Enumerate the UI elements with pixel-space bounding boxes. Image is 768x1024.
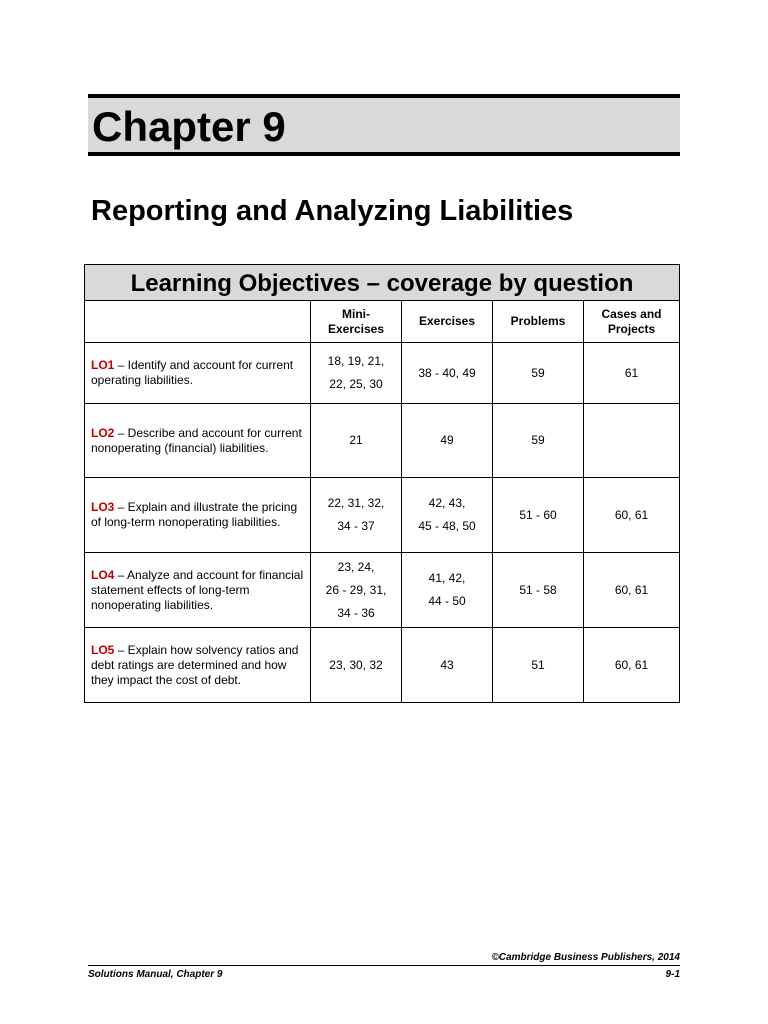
footer-copyright: ©Cambridge Business Publishers, 2014	[491, 952, 680, 963]
exercises-cell	[402, 628, 493, 703]
objective-description: – Describe and account for current nonoperating (financial) liabilities.	[91, 425, 302, 455]
header-cases-line1: Cases and	[601, 306, 662, 321]
mini-exercises-cell	[311, 553, 402, 628]
cases-cell	[584, 404, 680, 478]
cases-cell: 60, 61	[584, 478, 680, 553]
objective-cell	[85, 478, 311, 553]
footer-manual-title: Solutions Manual, Chapter 9	[88, 969, 223, 980]
problems-cell: 51 - 60	[493, 478, 584, 553]
problems-cell: 59	[493, 404, 584, 478]
header-exercises: Exercises	[402, 301, 493, 343]
header-mini-exercises	[311, 301, 402, 343]
header-mini-exercises-line2: Exercises	[327, 321, 385, 336]
table-row	[85, 553, 680, 628]
objective-description: – Identify and account for current operating liabilities.	[91, 358, 294, 387]
problems-cell: 59	[493, 343, 584, 404]
learning-objectives-table	[84, 264, 680, 703]
cases-cell: 60, 61	[584, 553, 680, 628]
mini-exercises-cell	[311, 404, 402, 478]
exercises-line: 38 - 40, 49	[418, 365, 476, 380]
exercises-cell	[402, 343, 493, 404]
header-cases-projects	[584, 301, 680, 343]
mini-exercises-cell	[311, 343, 402, 404]
chapter-banner	[88, 94, 680, 156]
mini-exercises-line: 23, 30, 32	[329, 657, 383, 672]
header-problems: Problems	[493, 301, 584, 343]
header-mini-exercises-line1: Mini-	[342, 306, 370, 321]
objective-description: – Explain and illustrate the pricing of long-term nonoperating liabilities.	[91, 500, 298, 529]
exercises-line: 45 - 48, 50	[418, 519, 476, 533]
problems-cell: 51 - 58	[493, 553, 584, 628]
table-caption: Learning Objectives – coverage by question	[85, 265, 680, 301]
header-objective	[85, 301, 311, 343]
table-caption-row	[85, 265, 680, 301]
exercises-cell	[402, 553, 493, 628]
objective-cell	[85, 404, 311, 478]
exercises-line: 44 - 50	[428, 594, 466, 608]
objective-cell	[85, 343, 311, 404]
chapter-subtitle: Reporting and Analyzing Liabilities	[91, 195, 574, 227]
objective-cell	[85, 628, 311, 703]
table-row	[85, 628, 680, 703]
exercises-line: 49	[440, 433, 454, 447]
mini-exercises-line: 26 - 29, 31,	[325, 582, 387, 597]
mini-exercises-cell	[311, 628, 402, 703]
mini-exercises-cell	[311, 478, 402, 553]
mini-exercises-line: 23, 24,	[337, 559, 375, 574]
objective-code: LO3	[91, 500, 115, 514]
mini-exercises-line: 22, 25, 30	[329, 377, 383, 391]
objective-code: LO5	[91, 642, 115, 657]
mini-exercises-line: 22, 31, 32,	[327, 496, 385, 510]
objective-cell	[85, 553, 311, 628]
mini-exercises-line: 34 - 37	[337, 519, 375, 533]
exercises-cell	[402, 478, 493, 553]
objective-description: – Explain how solvency ratios and debt ratings are determined and how they impact the cost of debt.	[91, 642, 299, 687]
objective-description: – Analyze and account for financial statement effects of long-term nonoperating liabilities.	[91, 567, 304, 612]
header-cases-line2: Projects	[607, 321, 656, 336]
objective-code: LO2	[91, 425, 115, 440]
mini-exercises-line: 34 - 36	[337, 605, 375, 620]
table-header-row	[85, 301, 680, 343]
table-row	[85, 404, 680, 478]
chapter-title: Chapter 9	[92, 103, 286, 150]
cases-cell: 61	[584, 343, 680, 404]
exercises-line: 43	[440, 657, 454, 672]
cases-cell: 60, 61	[584, 628, 680, 703]
objective-code: LO1	[91, 358, 115, 372]
exercises-line: 42, 43,	[428, 496, 466, 510]
mini-exercises-line: 18, 19, 21,	[327, 354, 385, 368]
objective-code: LO4	[91, 567, 115, 582]
table-row	[85, 343, 680, 404]
mini-exercises-line: 21	[349, 433, 363, 447]
exercises-cell	[402, 404, 493, 478]
footer-page-number: 9-1	[665, 969, 680, 980]
exercises-line: 41, 42,	[428, 571, 466, 585]
footer-divider	[88, 965, 680, 966]
table-row	[85, 478, 680, 553]
problems-cell: 51	[493, 628, 584, 703]
